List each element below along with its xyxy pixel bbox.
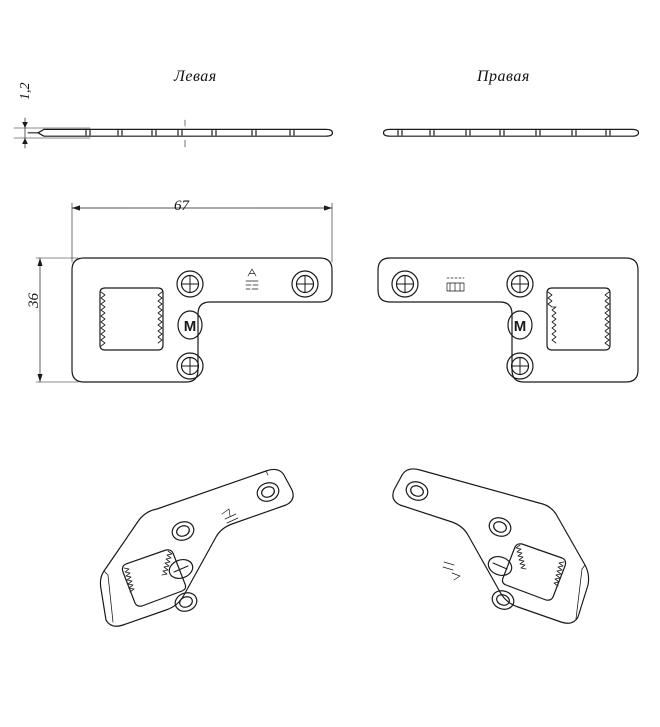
- isometric-view-left: [100, 469, 293, 626]
- top-edge-view-left: [28, 120, 333, 147]
- label-left-part: Левая: [174, 68, 217, 85]
- isometric-view-right: [393, 469, 589, 623]
- marking-letter: M: [183, 318, 197, 335]
- width-dimension: [72, 203, 332, 262]
- thickness-dimension: [14, 118, 90, 148]
- dimension-width-text: 67: [174, 198, 189, 214]
- dimension-height-text: 36: [26, 293, 42, 308]
- dimension-thickness-text: 1,2: [18, 82, 33, 100]
- front-view-left: [72, 258, 332, 382]
- marking-letter-right: M: [513, 318, 527, 335]
- top-edge-view-right: [384, 129, 639, 136]
- label-right-part: Правая: [477, 68, 530, 85]
- front-view-right: [378, 258, 638, 382]
